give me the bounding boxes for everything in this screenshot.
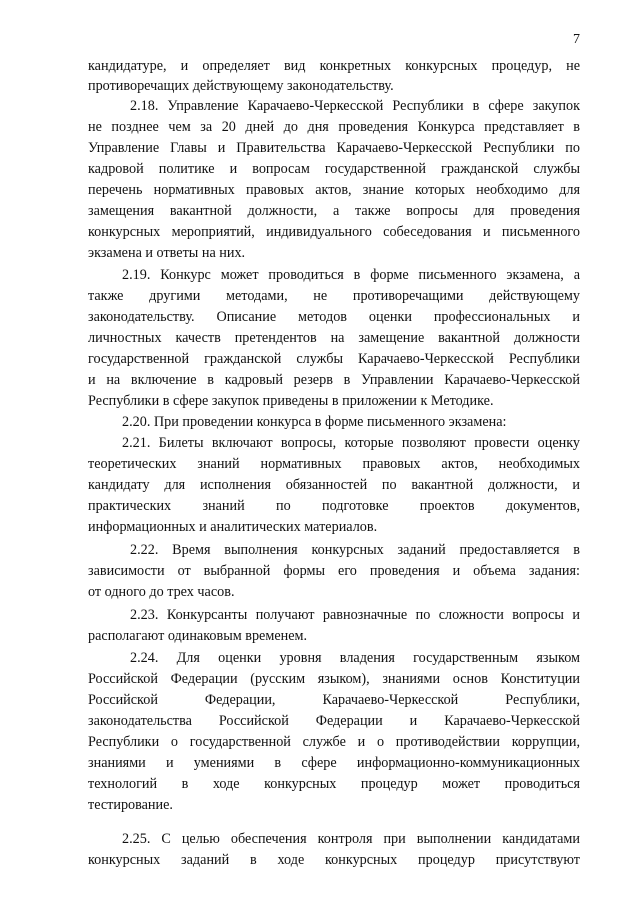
- text-line: тестирование.: [88, 797, 173, 813]
- text-line: конкурсных заданий в ходе конкурсных процедур присутствуют: [88, 852, 580, 868]
- text-line: личностных качеств претендентов на замещение вакантной должности: [88, 330, 580, 346]
- text-line: и на включение в кадровый резерв в Управлении Карачаево-Черкесской: [88, 372, 580, 388]
- text-line: также другими методами, не противоречащими действующему: [88, 288, 580, 304]
- text-line: Республики о государственной службе и о противодействии коррупции,: [88, 734, 580, 750]
- paragraph-2-21-first-line: 2.21. Билеты включают вопросы, которые позволяют провести оценку: [122, 435, 580, 451]
- text-line: информационных и аналитических материалов.: [88, 519, 378, 535]
- paragraph-2-22-first-line: 2.22. Время выполнения конкурсных заданий предоставляется в: [130, 542, 580, 558]
- text-line: кандидатуре, и определяет вид конкретных конкурсных процедур, не: [88, 58, 580, 74]
- text-line: технологий в ходе конкурсных процедур может проводиться: [88, 776, 580, 792]
- paragraph-2-25-first-line: 2.25. С целью обеспечения контроля при выполнении кандидатами: [122, 831, 580, 847]
- text-line: законодательства Российской Федерации и Карачаево-Черкесской: [88, 713, 580, 729]
- paragraph-2-18-first-line: 2.18. Управление Карачаево-Черкесской Республики в сфере закупок: [130, 98, 580, 114]
- text-line: располагают одинаковым временем.: [88, 628, 308, 644]
- text-line: перечень нормативных правовых актов, знание которых необходимо для: [88, 182, 580, 198]
- text-line: государственной гражданской службы Карачаево-Черкесской Республики: [88, 351, 580, 367]
- text-line: практических знаний по подготовке проектов документов,: [88, 498, 580, 514]
- text-line: кандидату для исполнения обязанностей по вакантной должности, и: [88, 477, 580, 493]
- paragraph-2-19-first-line: 2.19. Конкурс может проводиться в форме письменного экзамена, а: [122, 267, 580, 283]
- text-line: противоречащих действующему законодательству.: [88, 78, 394, 94]
- text-line: Республики в сфере закупок приведены в приложении к Методике.: [88, 393, 494, 409]
- paragraph-2-23-first-line: 2.23. Конкурсанты получают равнозначные по сложности вопросы и: [130, 607, 580, 623]
- text-line: Российской Федерации (русским языком), знаниями основ Конституции: [88, 671, 580, 687]
- text-line: не позднее чем за 20 дней до дня проведения Конкурса представляет в: [88, 119, 580, 135]
- text-line: от одного до трех часов.: [88, 584, 235, 600]
- text-line: зависимости от выбранной формы его проведения и объема задания:: [88, 563, 580, 579]
- text-line: кадровой политике и вопросам государственной гражданской службы: [88, 161, 580, 177]
- text-line: теоретических знаний нормативных правовых актов, необходимых: [88, 456, 580, 472]
- paragraph-2-24-first-line: 2.24. Для оценки уровня владения государственным языком: [130, 650, 580, 666]
- text-line: экзамена и ответы на них.: [88, 245, 246, 261]
- text-line: конкурсных мероприятий, индивидуального собеседования и письменного: [88, 224, 580, 240]
- text-line: Российской Федерации, Карачаево-Черкесской Республики,: [88, 692, 580, 708]
- text-line: Управление Главы и Правительства Карачаево-Черкесской Республики по: [88, 140, 580, 156]
- paragraph-2-20-line: 2.20. При проведении конкурса в форме письменного экзамена:: [122, 414, 507, 430]
- text-line: знаниями и умениями в сфере информационно-коммуникационных: [88, 755, 580, 771]
- page-number: 7: [573, 32, 580, 47]
- text-line: замещения вакантной должности, а также вопросы для проведения: [88, 203, 580, 219]
- text-line: законодательству. Описание методов оценки профессиональных и: [88, 309, 580, 325]
